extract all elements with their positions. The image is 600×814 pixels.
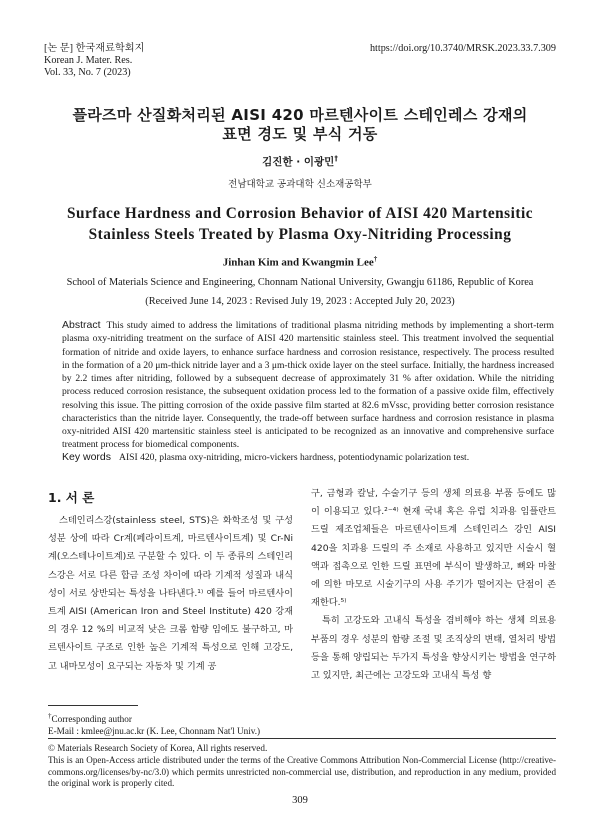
- authors-en: [0, 255, 600, 269]
- keywords: [62, 451, 554, 463]
- keywords-text: AISI 420, plasma oxy-nitriding, micro-vickers hardness, potentiodynamic polarization test.: [119, 452, 470, 463]
- paragraph: 스테인리스강(stainless steel, STS)은 화학조성 및 구성 성분 상에 따라 Cr계(페라이트계, 마르텐사이트계) 및 Cr-Ni계(오스테나이트계)로 구분할 수 있다. 이 두 종류의 스테인리스강은 서로 다른 합금 조성 차이에 따라 기계적 성질과 내식성이 서로 상반되는 특성을 나타낸다.¹⁾ 예를 들어 마르텐사이트계 AISI (American Iron and Steel Institute) 420 강재의 경우 12 %의 비교적 낮은 크롬 함량 임에도 불구하고, 마르텐사이트 구조로 인한 높은 기계적 특성으로 인해 고강도, 고 내마모성이 요구되는 자동차 및 기계 공: [48, 515, 293, 672]
- title-en-line2: Stainless Steels Treated by Plasma Oxy-Nitriding Processing: [88, 226, 512, 243]
- copyright: © Materials Research Society of Korea, All rights reserved.: [48, 743, 268, 753]
- title-ko-line2: 표면 경도 및 부식 거동: [222, 125, 378, 143]
- footnote-label: Corresponding author: [51, 714, 132, 725]
- footnote-rule: [48, 705, 138, 706]
- affiliation-ko: 전남대학교 공과대학 신소재공학부: [228, 179, 372, 190]
- authors-ko: [0, 154, 600, 169]
- abstract-text: This study aimed to address the limitations of traditional plasma nitriding methods by implementing a short-term plasma oxy-nitriding treatment on the surface of AISI 420 martensitic stainless steel. This treatment involved the sequential formation of nitride and oxide layers, to enhance surface hardness and corrosion resistance, respectively. The process resulted in the formation of a 20 μm-thick nitride layer and a 3 μm-thick oxide layer on the steel surface. Initially, the hardness increased by 2.2 times after nitriding, followed by a subsequent decrease of approximately 31 % after oxidation. While the nitriding process reduced corrosion resistance, the subsequent oxidation process led to the formation of a passive oxide film, effectively resolving this issue. The pitting corrosion of the oxide passive film started at 82.6 mVssc, providing better corrosion resistance characteristics than the nitride layer. Consequently, the trade-off between surface hardness and corrosion resistance in plasma oxy-nitrided AISI 420 martensitic stainless steel is anticipated to be recognized as an innovative and comprehensive surface treatment process for biomedical components.: [62, 320, 554, 451]
- footnote-mark: †: [48, 712, 52, 720]
- doi-link[interactable]: https://doi.org/10.3740/MRSK.2023.33.7.309: [369, 43, 556, 54]
- license-text: This is an Open-Access article distributed under the terms of the Creative Commons Attribution Non-Commercial License (http://creative-commons.org/licenses/by-nc/3.0) which permits unrestricted non-commercial use, distribution, and reproduction in any medium, provided the original work is properly cited.: [48, 755, 556, 788]
- body-column-right: [311, 485, 556, 685]
- footnote-email[interactable]: E-Mail : kmlee@jnu.ac.kr (K. Lee, Chonnam Nat'l Univ.): [48, 725, 261, 736]
- abstract: [62, 319, 554, 452]
- keywords-label: Key words: [62, 451, 112, 463]
- corresponding-mark: †: [334, 154, 338, 163]
- received-dates: (Received June 14, 2023 : Revised July 19, 2023 : Accepted July 20, 2023): [145, 296, 455, 307]
- affiliation-en: School of Materials Science and Engineering, Chonnam National University, Gwangju 61186, Republic of Korea: [66, 277, 534, 288]
- authors-en-names: Jinhan Kim and Kwangmin Lee: [222, 256, 374, 269]
- journal-name-en: Korean J. Mater. Res.: [44, 55, 133, 67]
- paragraph: 구, 금형과 칼날, 수술기구 등의 생체 의료용 부품 등에도 많이 이용되고 있다.²⁻⁴⁾ 현재 국내 혹은 유럽 치과용 임플란트 드릴 제조업체들은 마르텐사이트계 스테인리스 강인 AISI 420을 치과용 드릴의 주 소재로 사용하고 있지만 시술시 혈액과 접촉으로 인한 드릴 표면에 부식이 발생하고, 뼈와 마찰에 의한 마모로 시술기구의 사용 주기가 떨어지는 단점이 존재한다.⁵⁾: [311, 488, 556, 609]
- footnote-corresponding: [48, 711, 260, 726]
- paragraph: 특히 고강도와 고내식 특성을 겸비해야 하는 생체 의료용 부품의 경우 성분의 함량 조절 및 조직상의 변태, 열처리 방법 등을 통해 양립되는 두가지 특성을 향상시키는 방법을 연구하고 있지만, 최근에는 고강도와 고내식 특성 향: [311, 615, 556, 682]
- title-ko-line1: 플라즈마 산질화처리된 AISI 420 마르텐사이트 스테인레스 강재의: [72, 106, 528, 124]
- title-en-line1: Surface Hardness and Corrosion Behavior of AISI 420 Martensitic: [66, 205, 534, 222]
- corresponding-mark-en: †: [373, 255, 378, 263]
- journal-name-ko: [논 문] 한국재료학회지: [44, 43, 145, 54]
- body-column-left: [48, 512, 293, 676]
- abstract-label: Abstract: [62, 319, 101, 331]
- authors-ko-names: 김진한 · 이광민: [262, 156, 335, 168]
- license-rule: [48, 738, 556, 739]
- section-heading-introduction: 1. 서 론: [48, 490, 95, 505]
- journal-volume: Vol. 33, No. 7 (2023): [44, 67, 131, 79]
- footnote: [48, 711, 260, 737]
- journal-header: [44, 43, 144, 80]
- page-number: 309: [292, 795, 308, 806]
